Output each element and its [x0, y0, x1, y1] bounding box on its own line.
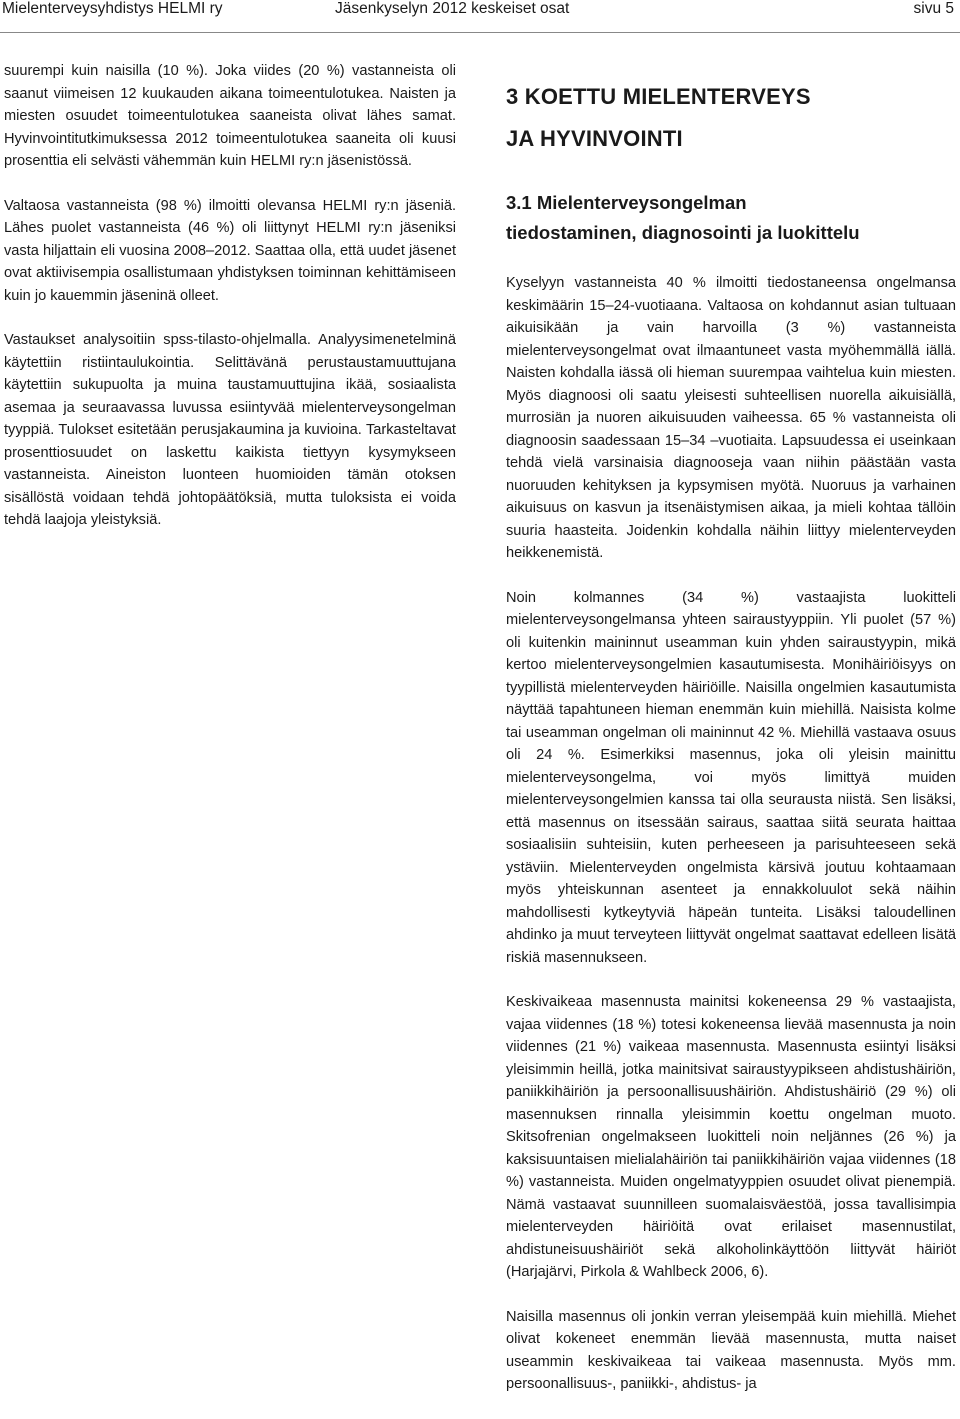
paragraph: Keskivaikeaa masennusta mainitsi kokeneensa 29 % vastaajista, vajaa viidennes (18 %) totesi kokeneensa lievää masennusta ja noin viidennes (21 %) vaikeaa masennusta. Masennusta esiintyi lisäksi yleisimmin heillä, jotka mainitsivat sairaustyypikseen ahdistushäiriön, paniikkihäiriön ja persoonallisuushäiriön. Ahdistushäiriö (29 %) oli masennuksen rinnalla yleisimmin koettu ongelman muoto. Skitsofrenian ongelmakseen luokitteli noin neljännes (26 %) ja kaksisuuntaisen mielialahäiriön tai paniikkihäiriön vajaa viidennes (18 %) vastanneista. Muiden ongelmatyyppien osuudet olivat pienempiä. Nämä vastaavat suunnilleen suomalaisväestöä, jossa tavallisimpia mielenterveyden häiriöitä ovat erilaiset masennustilat, ahdistuneisuushäiriöt sekä alkoholinkäyttöön liittyvät häiriöt (Harjajärvi, Pirkola & Wahlbeck 2006, 6).	[506, 994, 956, 1280]
section-title-line: JA HYVINVOINTI	[506, 126, 683, 151]
right-column	[506, 76, 956, 1418]
section-title	[506, 76, 956, 160]
header-page-number: sivu 5	[913, 0, 954, 17]
subsection-title-line: tiedostaminen, diagnosointi ja luokittelu	[506, 222, 860, 243]
paragraph: Kyselyyn vastanneista 40 % ilmoitti tiedostaneensa ongelmansa keskimäärin 15–24-vuotiaana. Valtaosa on kohdannut asian tultuaan aikuisikään ja vain harvoilla (3 %) vastanneista mielenterveysongelmat ovat ilmaantuneet vasta myöhemmällä iällä. Naisten kohdalla iässä oli hieman suurempaa vaihtelua kuin miesten. Myös diagnoosi oli saatu yleisesti suhteellisen nuorella aikuisiällä, murrosiän ja nuoren aikuisuuden vaiheessa. 65 % vastanneista oli diagnoosin saadessaan 15–34 –vuotiaita. Lapsuudessa ei useinkaan tehdä vielä varsinaisia diagnooseja vaan niihin päästään vasta nuoruuden kehityksen ja kypsymisen myötä. Nuoruus ja varhainen aikuisuus on kasvun ja itsenäistymisen aikaa, ja mieli kohtaa tällöin suuria haasteita. Joidenkin kohdalla näihin liittyy mielenterveyden heikkenemistä.	[506, 275, 956, 561]
page-header	[0, 0, 960, 36]
subsection-title-line: 3.1 Mielenterveysongelman	[506, 192, 747, 213]
subsection-title	[506, 188, 956, 248]
paragraph: Valtaosa vastanneista (98 %) ilmoitti olevansa HELMI ry:n jäseniä. Lähes puolet vastanneista (46 %) oli liittynyt HELMI ry:n jäseniksi vasta hiljattain eli vuosina 2008–2012. Saattaa olla, että uudet jäsenet ovat aktiivisempia osallistumaan yhdistyksen toiminnan kehittämiseen kuin jo kauemmin jäseninä olleet.	[4, 197, 456, 304]
left-column	[4, 60, 456, 554]
header-document-title: Jäsenkyselyn 2012 keskeiset osat	[335, 0, 570, 17]
paragraph: suurempi kuin naisilla (10 %). Joka viides (20 %) vastanneista oli saanut viimeisen 12 kuukauden aikana toimeentulotukea. Naisten ja miesten osuudet toimeentulotukea saaneista olivat lähes samat. Hyvinvointitutkimuksessa 2012 toimeentulotukea saaneita oli kuusi prosenttia eli selvästi vähemmän kuin HELMI ry:n jäsenistössä.	[4, 63, 456, 169]
paragraph: Noin kolmannes (34 %) vastaajista luokitteli mielenterveysongelmansa yhteen sairaustyyppiin. Yli puolet (57 %) oli kuitenkin maininnut useamman kuin yhden sairaustyypin, mikä kertoo mielenterveysongelmien kasautumisesta. Monihäiriöisyys on tyypillistä mielenterveyden häiriöille. Naisilla ongelmien kasautumista näyttää tapahtuneen hieman enemmän kuin miehillä. Naisista kolme tai useamman ongelman oli maininnut 42 %. Miehillä vastaava osuus oli 24 %. Esimerkiksi masennus, joka oli yleisin mainittu mielenterveysongelma, voi myös limittyä muiden mielenterveysongelmien kanssa tai olla seurausta niistä. Sen lisäksi, että masennus on itsessään sairaus, saattaa siitä seurata haittaa sosiaalisiin suhteisiin, kuten perheeseen ja parisuhteeseen sekä ystäviin. Mielenterveyden ongelmista kärsivä joutuu kohtaamaan myös yhteiskunnan asenteet ja ennakkoluulot sekä näihin mahdollisesti kytkeytyviä häpeän tunteita. Lisäksi taloudellinen ahdinko ja muut terveyteen liittyvät ongelmat saattavat edelleen lisätä riskiä masennukseen.	[506, 589, 956, 966]
paragraph: Vastaukset analysoitiin spss-tilasto-ohjelmalla. Analyysimenetelminä käytettiin ristiintaulukointia. Selittävänä perustaustamuuttujana käytettiin sukupuolta ja muina taustamuuttujina ikää, sosiaalista asemaa ja seuraavassa luvussa esiintyvää mielenterveysongelman tyyppiä. Tulokset esitetään perusjakaumina ja kuvioina. Tarkasteltavat prosenttiosuudet on laskettu kaikista tiettyyn kysymykseen vastanneista. Aineiston luonteen huomioiden tämän otoksen sisällöstä voidaan tehdä johtopäätöksiä, mutta tuloksista ei voida tehdä laajoja yleistyksiä.	[4, 332, 456, 528]
header-organization: Mielenterveysyhdistys HELMI ry	[2, 0, 223, 17]
section-title-line: 3 KOETTU MIELENTERVEYS	[506, 84, 811, 109]
paragraph: Naisilla masennus oli jonkin verran yleisempää kuin miehillä. Miehet olivat kokeneet enemmän lievää masennusta, mutta naiset useammin keskivaikeaa tai vaikeaa masennusta. Myös mm. persoonallisuus-, paniikki-, ahdistus- ja	[506, 1308, 956, 1392]
header-divider	[0, 32, 960, 33]
